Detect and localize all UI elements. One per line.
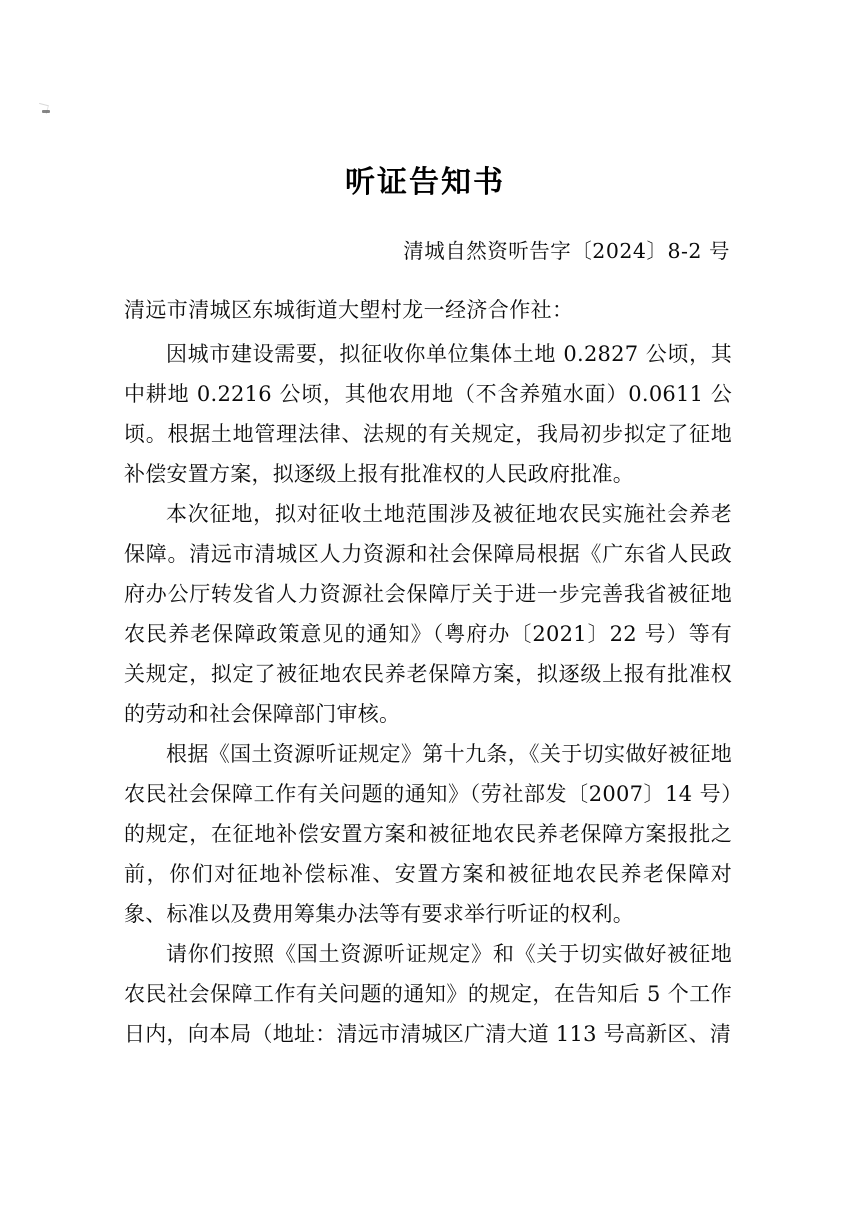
paragraph-hearing-rights: 根据《国土资源听证规定》第十九条，《关于切实做好被征地农民社会保障工作有关问题的通知》（劳社部发〔2007〕14 号）的规定，在征地补偿安置方案和被征地农民养老保障方案报批之前，你们对征地补偿标准、安置方案和被征地农民养老保障对象、标准以及费用筹集办法等有要求举行听证的权利。 bbox=[124, 742, 732, 926]
document-number: 清城自然资听告字〔2024〕8-2 号 bbox=[403, 239, 730, 263]
addressee-line: 清远市清城区东城街道大塱村龙一经济合作社： bbox=[124, 298, 574, 322]
paragraph-pension-guarantee: 本次征地，拟对征收土地范围涉及被征地农民实施社会养老保障。清远市清城区人力资源和社会保障局根据《广东省人民政府办公厅转发省人力资源社会保障厅关于进一步完善我省被征地农民养老保障政策意见的通知》（粤府办〔2021〕22 号）等有关规定，拟定了被征地农民养老保障方案，拟逐级上报有批准权的劳动和社会保障部门审核。 bbox=[124, 502, 732, 726]
paragraph-response-instructions: 请你们按照《国土资源听证规定》和《关于切实做好被征地农民社会保障工作有关问题的通知》的规定，在告知后 5 个工作日内，向本局（地址：清远市清城区广清大道 113 号高新区、清 bbox=[124, 942, 732, 1046]
paragraph-land-acquisition: 因城市建设需要，拟征收你单位集体土地 0.2827 公顷，其中耕地 0.2216 公顷，其他农用地（不含养殖水面）0.0611 公顷。根据土地管理法律、法规的有关规定，我局初步拟定了征地补偿安置方案，拟逐级上报有批准权的人民政府批准。 bbox=[124, 342, 732, 486]
document-body bbox=[124, 290, 732, 1054]
scan-artifact-speck bbox=[42, 110, 50, 113]
page-title: 听证告知书 bbox=[345, 165, 505, 200]
